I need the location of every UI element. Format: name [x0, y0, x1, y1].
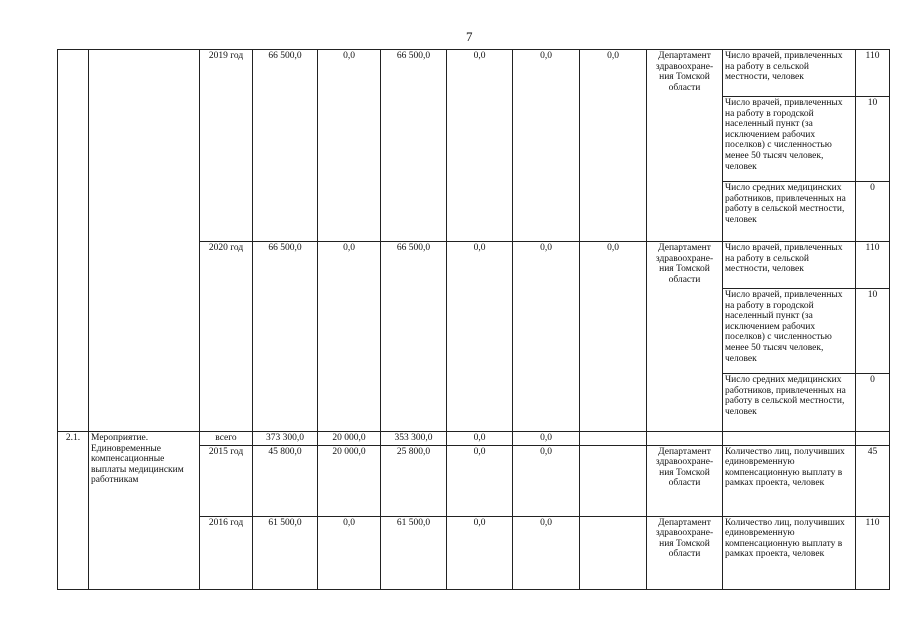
other-amount: [580, 445, 647, 516]
indicator-text: Количество лиц, получивших единовременную компенсационную выплату в рамках проекта, человек: [723, 516, 856, 589]
item-number: 2.1.: [58, 432, 89, 590]
indicator-value: 10: [856, 289, 890, 374]
responsible-department: [647, 432, 723, 446]
local-amount: 0,0: [447, 516, 513, 589]
local-amount: 0,0: [447, 432, 513, 446]
responsible-department: Департамент здравоохране-ния Томской области: [647, 516, 723, 589]
regional-amount: 66 500,0: [381, 242, 447, 432]
indicator-text: Число врачей, привлеченных на работу в сельской местности, человек: [723, 50, 856, 97]
year-cell: 2019 год: [200, 50, 253, 242]
table-row: [58, 50, 890, 97]
indicator-value: 10: [856, 97, 890, 182]
indicator-text: Число средних медицинских работников, привлеченных на работу в сельской местности, человек: [723, 374, 856, 432]
extra-budget-amount: 0,0: [513, 445, 580, 516]
indicator-value: 110: [856, 50, 890, 97]
indicator-text: Число средних медицинских работников, привлеченных на работу в сельской местности, человек: [723, 182, 856, 242]
item-name-cell: [89, 50, 200, 432]
total-amount: 66 500,0: [253, 242, 318, 432]
indicator-text: Количество лиц, получивших единовременную компенсационную выплату в рамках проекта, человек: [723, 445, 856, 516]
total-amount: 61 500,0: [253, 516, 318, 589]
federal-amount: 0,0: [318, 242, 381, 432]
indicator-value: 0: [856, 374, 890, 432]
federal-amount: 0,0: [318, 50, 381, 242]
total-amount: 66 500,0: [253, 50, 318, 242]
year-cell: всего: [200, 432, 253, 446]
year-cell: 2015 год: [200, 445, 253, 516]
federal-amount: 0,0: [318, 516, 381, 589]
extra-budget-amount: 0,0: [513, 50, 580, 242]
program-table: [57, 49, 890, 590]
item-number-cell: [58, 50, 89, 432]
indicator-value: 110: [856, 516, 890, 589]
indicator-value: [856, 432, 890, 446]
total-amount: 45 800,0: [253, 445, 318, 516]
item-name: Мероприятие. Единовременные компенсационные выплаты медицинским работникам: [89, 432, 200, 590]
year-cell: 2020 год: [200, 242, 253, 432]
federal-amount: 20 000,0: [318, 432, 381, 446]
year-cell: 2016 год: [200, 516, 253, 589]
federal-amount: 20 000,0: [318, 445, 381, 516]
indicator-value: 45: [856, 445, 890, 516]
indicator-value: 110: [856, 242, 890, 289]
responsible-department: Департамент здравоохране-ния Томской области: [647, 50, 723, 242]
regional-amount: 25 800,0: [381, 445, 447, 516]
local-amount: 0,0: [447, 50, 513, 242]
other-amount: 0,0: [580, 50, 647, 242]
local-amount: 0,0: [447, 242, 513, 432]
extra-budget-amount: 0,0: [513, 242, 580, 432]
other-amount: [580, 432, 647, 446]
indicator-value: 0: [856, 182, 890, 242]
extra-budget-amount: 0,0: [513, 432, 580, 446]
indicator-text: [723, 432, 856, 446]
page-number: 7: [466, 29, 473, 44]
indicator-text: Число врачей, привлеченных на работу в сельской местности, человек: [723, 242, 856, 289]
regional-amount: 61 500,0: [381, 516, 447, 589]
extra-budget-amount: 0,0: [513, 516, 580, 589]
local-amount: 0,0: [447, 445, 513, 516]
indicator-text: Число врачей, привлеченных на работу в городской населенный пункт (за исключением рабочих поселков) с численностью менее 50 тысяч человек, человек: [723, 97, 856, 182]
regional-amount: 66 500,0: [381, 50, 447, 242]
indicator-text: Число врачей, привлеченных на работу в городской населенный пункт (за исключением рабочих поселков) с численностью менее 50 тысяч человек, человек: [723, 289, 856, 374]
responsible-department: Департамент здравоохране-ния Томской области: [647, 445, 723, 516]
other-amount: 0,0: [580, 242, 647, 432]
table-row: [58, 432, 890, 446]
other-amount: [580, 516, 647, 589]
responsible-department: Департамент здравоохране-ния Томской области: [647, 242, 723, 432]
regional-amount: 353 300,0: [381, 432, 447, 446]
total-amount: 373 300,0: [253, 432, 318, 446]
